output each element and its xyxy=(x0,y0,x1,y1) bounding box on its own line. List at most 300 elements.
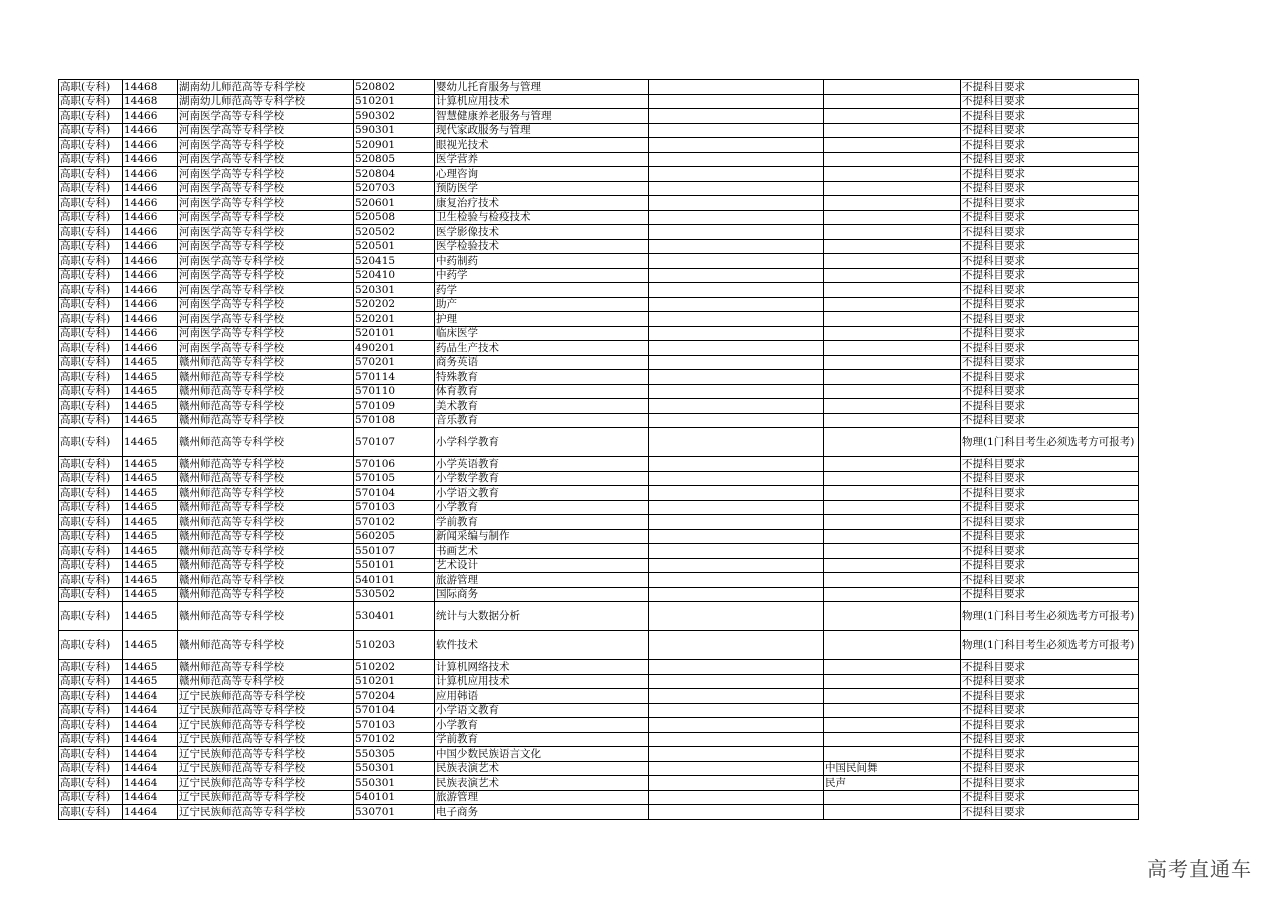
major-code-cell: 530701 xyxy=(354,805,435,820)
table-row xyxy=(59,486,1139,501)
school-code-cell: 14464 xyxy=(123,747,178,762)
major-name-cell: 学前教育 xyxy=(435,515,649,530)
direction-cell xyxy=(824,196,961,211)
school-code-cell: 14466 xyxy=(123,326,178,341)
school-code-cell: 14465 xyxy=(123,370,178,385)
school-name-cell: 辽宁民族师范高等专科学校 xyxy=(178,732,354,747)
major-code-cell: 570103 xyxy=(354,500,435,515)
school-code-cell: 14465 xyxy=(123,500,178,515)
school-name-cell: 辽宁民族师范高等专科学校 xyxy=(178,703,354,718)
subject-requirement-cell: 不提科目要求 xyxy=(961,747,1139,762)
school-code-cell: 14466 xyxy=(123,254,178,269)
remark-cell xyxy=(649,718,824,733)
major-code-cell: 520410 xyxy=(354,268,435,283)
school-code-cell: 14465 xyxy=(123,660,178,675)
remark-cell xyxy=(649,631,824,660)
direction-cell xyxy=(824,80,961,95)
direction-cell xyxy=(824,457,961,472)
direction-cell xyxy=(824,674,961,689)
school-code-cell: 14468 xyxy=(123,80,178,95)
direction-cell xyxy=(824,558,961,573)
table-row xyxy=(59,370,1139,385)
direction-cell: 民声 xyxy=(824,776,961,791)
subject-requirement-cell: 不提科目要求 xyxy=(961,515,1139,530)
subject-requirement-cell: 不提科目要求 xyxy=(961,761,1139,776)
school-name-cell: 河南医学高等专科学校 xyxy=(178,239,354,254)
subject-requirement-cell: 不提科目要求 xyxy=(961,210,1139,225)
level-cell: 高职(专科) xyxy=(59,544,123,559)
level-cell: 高职(专科) xyxy=(59,674,123,689)
major-name-cell: 小学英语教育 xyxy=(435,457,649,472)
school-code-cell: 14466 xyxy=(123,297,178,312)
school-code-cell: 14465 xyxy=(123,631,178,660)
subject-requirement-cell: 不提科目要求 xyxy=(961,355,1139,370)
subject-requirement-cell: 不提科目要求 xyxy=(961,80,1139,95)
school-code-cell: 14465 xyxy=(123,573,178,588)
major-name-cell: 学前教育 xyxy=(435,732,649,747)
major-code-cell: 510201 xyxy=(354,674,435,689)
remark-cell xyxy=(649,761,824,776)
level-cell: 高职(专科) xyxy=(59,152,123,167)
subject-requirement-cell: 不提科目要求 xyxy=(961,486,1139,501)
major-code-cell: 490201 xyxy=(354,341,435,356)
major-code-cell: 570107 xyxy=(354,428,435,457)
major-name-cell: 计算机应用技术 xyxy=(435,674,649,689)
subject-requirement-cell: 不提科目要求 xyxy=(961,167,1139,182)
table-row xyxy=(59,312,1139,327)
level-cell: 高职(专科) xyxy=(59,457,123,472)
level-cell: 高职(专科) xyxy=(59,167,123,182)
level-cell: 高职(专科) xyxy=(59,196,123,211)
school-name-cell: 河南医学高等专科学校 xyxy=(178,312,354,327)
remark-cell xyxy=(649,239,824,254)
level-cell: 高职(专科) xyxy=(59,558,123,573)
major-code-cell: 510203 xyxy=(354,631,435,660)
subject-requirement-cell: 不提科目要求 xyxy=(961,558,1139,573)
major-name-cell: 康复治疗技术 xyxy=(435,196,649,211)
school-name-cell: 河南医学高等专科学校 xyxy=(178,283,354,298)
major-name-cell: 新闻采编与制作 xyxy=(435,529,649,544)
major-code-cell: 570102 xyxy=(354,515,435,530)
school-code-cell: 14465 xyxy=(123,384,178,399)
major-code-cell: 520301 xyxy=(354,283,435,298)
remark-cell xyxy=(649,399,824,414)
level-cell: 高职(专科) xyxy=(59,94,123,109)
level-cell: 高职(专科) xyxy=(59,790,123,805)
major-name-cell: 美术教育 xyxy=(435,399,649,414)
major-code-cell: 570109 xyxy=(354,399,435,414)
school-code-cell: 14466 xyxy=(123,341,178,356)
table-row xyxy=(59,138,1139,153)
subject-requirement-cell: 不提科目要求 xyxy=(961,413,1139,428)
major-code-cell: 520415 xyxy=(354,254,435,269)
table-row xyxy=(59,428,1139,457)
direction-cell xyxy=(824,152,961,167)
direction-cell xyxy=(824,355,961,370)
school-name-cell: 河南医学高等专科学校 xyxy=(178,341,354,356)
school-code-cell: 14465 xyxy=(123,674,178,689)
school-code-cell: 14466 xyxy=(123,312,178,327)
school-name-cell: 河南医学高等专科学校 xyxy=(178,196,354,211)
major-name-cell: 心理咨询 xyxy=(435,167,649,182)
admissions-table xyxy=(58,79,1139,820)
level-cell: 高职(专科) xyxy=(59,268,123,283)
school-code-cell: 14464 xyxy=(123,689,178,704)
table-row xyxy=(59,587,1139,602)
subject-requirement-cell: 不提科目要求 xyxy=(961,457,1139,472)
level-cell: 高职(专科) xyxy=(59,428,123,457)
major-code-cell: 570105 xyxy=(354,471,435,486)
major-name-cell: 商务英语 xyxy=(435,355,649,370)
table-row xyxy=(59,384,1139,399)
table-row xyxy=(59,413,1139,428)
subject-requirement-cell: 不提科目要求 xyxy=(961,732,1139,747)
school-code-cell: 14465 xyxy=(123,428,178,457)
major-name-cell: 国际商务 xyxy=(435,587,649,602)
school-name-cell: 赣州师范高等专科学校 xyxy=(178,529,354,544)
subject-requirement-cell: 不提科目要求 xyxy=(961,660,1139,675)
major-name-cell: 药品生产技术 xyxy=(435,341,649,356)
major-code-cell: 520901 xyxy=(354,138,435,153)
direction-cell xyxy=(824,399,961,414)
table-row xyxy=(59,196,1139,211)
school-name-cell: 赣州师范高等专科学校 xyxy=(178,355,354,370)
school-name-cell: 河南医学高等专科学校 xyxy=(178,297,354,312)
table-row xyxy=(59,225,1139,240)
level-cell: 高职(专科) xyxy=(59,703,123,718)
table-row xyxy=(59,80,1139,95)
school-code-cell: 14466 xyxy=(123,268,178,283)
direction-cell xyxy=(824,109,961,124)
remark-cell xyxy=(649,341,824,356)
school-code-cell: 14465 xyxy=(123,486,178,501)
school-name-cell: 赣州师范高等专科学校 xyxy=(178,486,354,501)
remark-cell xyxy=(649,109,824,124)
school-name-cell: 河南医学高等专科学校 xyxy=(178,138,354,153)
subject-requirement-cell: 不提科目要求 xyxy=(961,341,1139,356)
subject-requirement-cell: 不提科目要求 xyxy=(961,790,1139,805)
remark-cell xyxy=(649,573,824,588)
major-code-cell: 570104 xyxy=(354,486,435,501)
table-row xyxy=(59,239,1139,254)
table-row xyxy=(59,297,1139,312)
school-code-cell: 14465 xyxy=(123,558,178,573)
school-name-cell: 河南医学高等专科学校 xyxy=(178,268,354,283)
level-cell: 高职(专科) xyxy=(59,239,123,254)
school-name-cell: 河南医学高等专科学校 xyxy=(178,109,354,124)
school-name-cell: 辽宁民族师范高等专科学校 xyxy=(178,747,354,762)
school-name-cell: 赣州师范高等专科学校 xyxy=(178,674,354,689)
major-code-cell: 530502 xyxy=(354,587,435,602)
level-cell: 高职(专科) xyxy=(59,399,123,414)
school-name-cell: 辽宁民族师范高等专科学校 xyxy=(178,776,354,791)
subject-requirement-cell: 不提科目要求 xyxy=(961,312,1139,327)
direction-cell xyxy=(824,805,961,820)
school-code-cell: 14466 xyxy=(123,283,178,298)
school-code-cell: 14464 xyxy=(123,761,178,776)
major-name-cell: 现代家政服务与管理 xyxy=(435,123,649,138)
direction-cell xyxy=(824,703,961,718)
major-name-cell: 中药制药 xyxy=(435,254,649,269)
level-cell: 高职(专科) xyxy=(59,326,123,341)
remark-cell xyxy=(649,210,824,225)
school-code-cell: 14465 xyxy=(123,544,178,559)
direction-cell xyxy=(824,486,961,501)
level-cell: 高职(专科) xyxy=(59,355,123,370)
major-name-cell: 小学语文教育 xyxy=(435,703,649,718)
subject-requirement-cell: 不提科目要求 xyxy=(961,805,1139,820)
level-cell: 高职(专科) xyxy=(59,370,123,385)
school-name-cell: 河南医学高等专科学校 xyxy=(178,210,354,225)
table-row xyxy=(59,283,1139,298)
major-code-cell: 530401 xyxy=(354,602,435,631)
direction-cell xyxy=(824,500,961,515)
school-code-cell: 14465 xyxy=(123,587,178,602)
direction-cell xyxy=(824,312,961,327)
level-cell: 高职(专科) xyxy=(59,732,123,747)
level-cell: 高职(专科) xyxy=(59,312,123,327)
remark-cell xyxy=(649,428,824,457)
major-name-cell: 小学教育 xyxy=(435,500,649,515)
school-name-cell: 赣州师范高等专科学校 xyxy=(178,428,354,457)
subject-requirement-cell: 不提科目要求 xyxy=(961,370,1139,385)
school-code-cell: 14466 xyxy=(123,138,178,153)
major-name-cell: 艺术设计 xyxy=(435,558,649,573)
school-name-cell: 辽宁民族师范高等专科学校 xyxy=(178,718,354,733)
major-code-cell: 550301 xyxy=(354,776,435,791)
table-row xyxy=(59,341,1139,356)
remark-cell xyxy=(649,80,824,95)
direction-cell xyxy=(824,225,961,240)
school-code-cell: 14464 xyxy=(123,805,178,820)
table-row xyxy=(59,703,1139,718)
remark-cell xyxy=(649,268,824,283)
subject-requirement-cell: 不提科目要求 xyxy=(961,674,1139,689)
table-row xyxy=(59,457,1139,472)
table-row xyxy=(59,500,1139,515)
major-code-cell: 520703 xyxy=(354,181,435,196)
remark-cell xyxy=(649,674,824,689)
table-row xyxy=(59,747,1139,762)
level-cell: 高职(专科) xyxy=(59,297,123,312)
major-name-cell: 医学检验技术 xyxy=(435,239,649,254)
major-code-cell: 570204 xyxy=(354,689,435,704)
subject-requirement-cell: 不提科目要求 xyxy=(961,268,1139,283)
school-name-cell: 辽宁民族师范高等专科学校 xyxy=(178,689,354,704)
major-code-cell: 570201 xyxy=(354,355,435,370)
remark-cell xyxy=(649,529,824,544)
direction-cell xyxy=(824,602,961,631)
table-row xyxy=(59,210,1139,225)
direction-cell xyxy=(824,370,961,385)
level-cell: 高职(专科) xyxy=(59,500,123,515)
major-name-cell: 小学语文教育 xyxy=(435,486,649,501)
major-name-cell: 小学科学教育 xyxy=(435,428,649,457)
subject-requirement-cell: 不提科目要求 xyxy=(961,94,1139,109)
major-name-cell: 民族表演艺术 xyxy=(435,761,649,776)
major-code-cell: 560205 xyxy=(354,529,435,544)
table-row xyxy=(59,355,1139,370)
remark-cell xyxy=(649,602,824,631)
major-name-cell: 智慧健康养老服务与管理 xyxy=(435,109,649,124)
table-row xyxy=(59,326,1139,341)
major-name-cell: 电子商务 xyxy=(435,805,649,820)
school-code-cell: 14466 xyxy=(123,210,178,225)
level-cell: 高职(专科) xyxy=(59,210,123,225)
school-code-cell: 14465 xyxy=(123,529,178,544)
level-cell: 高职(专科) xyxy=(59,805,123,820)
level-cell: 高职(专科) xyxy=(59,471,123,486)
remark-cell xyxy=(649,123,824,138)
subject-requirement-cell: 不提科目要求 xyxy=(961,500,1139,515)
major-name-cell: 民族表演艺术 xyxy=(435,776,649,791)
remark-cell xyxy=(649,457,824,472)
major-code-cell: 520101 xyxy=(354,326,435,341)
major-name-cell: 计算机应用技术 xyxy=(435,94,649,109)
direction-cell xyxy=(824,341,961,356)
school-name-cell: 辽宁民族师范高等专科学校 xyxy=(178,805,354,820)
table-row xyxy=(59,558,1139,573)
level-cell: 高职(专科) xyxy=(59,602,123,631)
direction-cell xyxy=(824,790,961,805)
level-cell: 高职(专科) xyxy=(59,384,123,399)
subject-requirement-cell: 不提科目要求 xyxy=(961,326,1139,341)
direction-cell xyxy=(824,94,961,109)
level-cell: 高职(专科) xyxy=(59,689,123,704)
level-cell: 高职(专科) xyxy=(59,283,123,298)
remark-cell xyxy=(649,297,824,312)
level-cell: 高职(专科) xyxy=(59,109,123,124)
school-code-cell: 14464 xyxy=(123,718,178,733)
school-name-cell: 赣州师范高等专科学校 xyxy=(178,457,354,472)
school-name-cell: 河南医学高等专科学校 xyxy=(178,167,354,182)
direction-cell xyxy=(824,326,961,341)
school-name-cell: 赣州师范高等专科学校 xyxy=(178,573,354,588)
remark-cell xyxy=(649,283,824,298)
major-name-cell: 特殊教育 xyxy=(435,370,649,385)
major-code-cell: 550101 xyxy=(354,558,435,573)
remark-cell xyxy=(649,558,824,573)
school-name-cell: 河南医学高等专科学校 xyxy=(178,225,354,240)
level-cell: 高职(专科) xyxy=(59,573,123,588)
table-row xyxy=(59,515,1139,530)
school-name-cell: 辽宁民族师范高等专科学校 xyxy=(178,790,354,805)
table-row xyxy=(59,94,1139,109)
major-name-cell: 卫生检验与检疫技术 xyxy=(435,210,649,225)
table-row xyxy=(59,254,1139,269)
table-row xyxy=(59,674,1139,689)
school-code-cell: 14465 xyxy=(123,457,178,472)
subject-requirement-cell: 不提科目要求 xyxy=(961,297,1139,312)
school-code-cell: 14465 xyxy=(123,399,178,414)
subject-requirement-cell: 物理(1门科目考生必须选考方可报考) xyxy=(961,631,1139,660)
school-name-cell: 赣州师范高等专科学校 xyxy=(178,558,354,573)
school-code-cell: 14465 xyxy=(123,471,178,486)
school-code-cell: 14466 xyxy=(123,239,178,254)
remark-cell xyxy=(649,587,824,602)
table-row xyxy=(59,689,1139,704)
subject-requirement-cell: 不提科目要求 xyxy=(961,587,1139,602)
school-code-cell: 14466 xyxy=(123,152,178,167)
table-row xyxy=(59,268,1139,283)
subject-requirement-cell: 不提科目要求 xyxy=(961,384,1139,399)
level-cell: 高职(专科) xyxy=(59,718,123,733)
remark-cell xyxy=(649,370,824,385)
major-name-cell: 助产 xyxy=(435,297,649,312)
school-name-cell: 赣州师范高等专科学校 xyxy=(178,413,354,428)
level-cell: 高职(专科) xyxy=(59,631,123,660)
major-name-cell: 旅游管理 xyxy=(435,790,649,805)
major-code-cell: 570103 xyxy=(354,718,435,733)
remark-cell xyxy=(649,515,824,530)
table-row xyxy=(59,123,1139,138)
level-cell: 高职(专科) xyxy=(59,587,123,602)
remark-cell xyxy=(649,486,824,501)
subject-requirement-cell: 不提科目要求 xyxy=(961,283,1139,298)
direction-cell xyxy=(824,210,961,225)
school-name-cell: 赣州师范高等专科学校 xyxy=(178,399,354,414)
major-code-cell: 540101 xyxy=(354,790,435,805)
watermark-text: 高考直通车 xyxy=(1147,857,1252,881)
remark-cell xyxy=(649,471,824,486)
major-name-cell: 小学教育 xyxy=(435,718,649,733)
major-name-cell: 中国少数民族语言文化 xyxy=(435,747,649,762)
direction-cell xyxy=(824,631,961,660)
school-code-cell: 14464 xyxy=(123,732,178,747)
major-code-cell: 520508 xyxy=(354,210,435,225)
direction-cell xyxy=(824,544,961,559)
subject-requirement-cell: 不提科目要求 xyxy=(961,703,1139,718)
major-code-cell: 520202 xyxy=(354,297,435,312)
remark-cell xyxy=(649,181,824,196)
subject-requirement-cell: 不提科目要求 xyxy=(961,718,1139,733)
direction-cell xyxy=(824,123,961,138)
school-code-cell: 14465 xyxy=(123,355,178,370)
direction-cell xyxy=(824,587,961,602)
remark-cell xyxy=(649,500,824,515)
school-name-cell: 赣州师范高等专科学校 xyxy=(178,660,354,675)
table-row xyxy=(59,732,1139,747)
major-code-cell: 520805 xyxy=(354,152,435,167)
major-name-cell: 护理 xyxy=(435,312,649,327)
major-name-cell: 小学数学教育 xyxy=(435,471,649,486)
major-name-cell: 临床医学 xyxy=(435,326,649,341)
remark-cell xyxy=(649,805,824,820)
subject-requirement-cell: 不提科目要求 xyxy=(961,776,1139,791)
direction-cell xyxy=(824,254,961,269)
school-code-cell: 14465 xyxy=(123,515,178,530)
subject-requirement-cell: 不提科目要求 xyxy=(961,225,1139,240)
major-code-cell: 570108 xyxy=(354,413,435,428)
table-row xyxy=(59,529,1139,544)
school-name-cell: 河南医学高等专科学校 xyxy=(178,152,354,167)
remark-cell xyxy=(649,326,824,341)
major-name-cell: 应用韩语 xyxy=(435,689,649,704)
direction-cell xyxy=(824,268,961,283)
subject-requirement-cell: 不提科目要求 xyxy=(961,181,1139,196)
school-code-cell: 14464 xyxy=(123,703,178,718)
major-name-cell: 计算机网络技术 xyxy=(435,660,649,675)
remark-cell xyxy=(649,703,824,718)
direction-cell: 中国民间舞 xyxy=(824,761,961,776)
subject-requirement-cell: 不提科目要求 xyxy=(961,138,1139,153)
major-code-cell: 540101 xyxy=(354,573,435,588)
major-code-cell: 590301 xyxy=(354,123,435,138)
subject-requirement-cell: 不提科目要求 xyxy=(961,123,1139,138)
subject-requirement-cell: 不提科目要求 xyxy=(961,196,1139,211)
level-cell: 高职(专科) xyxy=(59,761,123,776)
table-row xyxy=(59,544,1139,559)
